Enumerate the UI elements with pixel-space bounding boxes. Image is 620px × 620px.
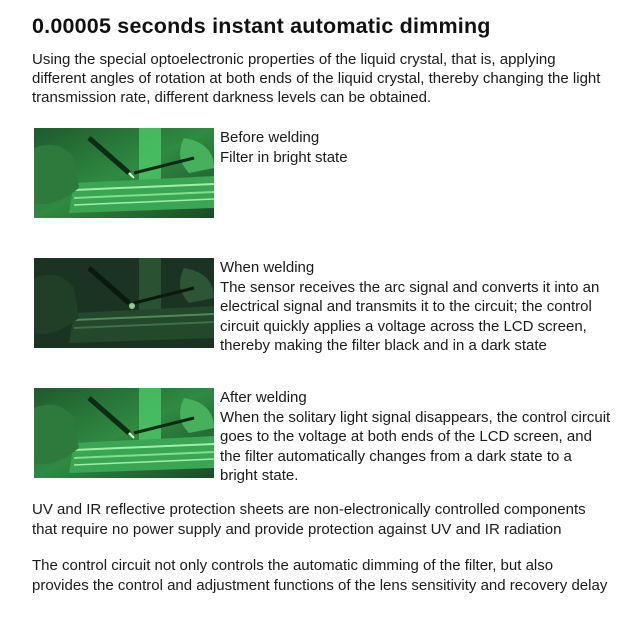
- page-title: 0.00005 seconds instant automatic dimming: [32, 14, 491, 38]
- state-caption: [220, 258, 612, 356]
- control-circuit-paragraph: The control circuit not only controls the automatic dimming of the filter, but also provides the control and adjustment functions of the lens sensitivity and recovery delay: [32, 557, 608, 594]
- state-caption: [220, 388, 612, 486]
- welding-filter-dark-image: [34, 258, 214, 348]
- welding-filter-bright-image: [34, 388, 214, 478]
- state-heading: Before welding: [220, 129, 320, 146]
- welding-filter-bright-image: [34, 128, 214, 218]
- state-description: Filter in bright state: [220, 148, 348, 166]
- state-description: The sensor receives the arc signal and converts it into an electrical signal and transmits it to the circuit; the control circuit quickly applies a voltage across the LCD screen, thereby making the filter black and in a dark state: [220, 278, 600, 354]
- state-description: When the solitary light signal disappears, the control circuit goes to the voltage at both ends of the LCD screen, and the filter automatically changes from a dark state to a bright state.: [220, 408, 611, 484]
- state-heading: When welding: [220, 259, 315, 276]
- state-heading: After welding: [220, 389, 307, 406]
- state-caption: [220, 128, 612, 167]
- uv-ir-paragraph: UV and IR reflective protection sheets are non-electronically controlled components that require no power supply and provide protection against UV and IR radiation: [32, 501, 586, 538]
- intro-paragraph: Using the special optoelectronic properties of the liquid crystal, that is, applying different angles of rotation at both ends of the liquid crystal, thereby changing the light transmission rate, different darkness levels can be obtained.: [32, 51, 601, 106]
